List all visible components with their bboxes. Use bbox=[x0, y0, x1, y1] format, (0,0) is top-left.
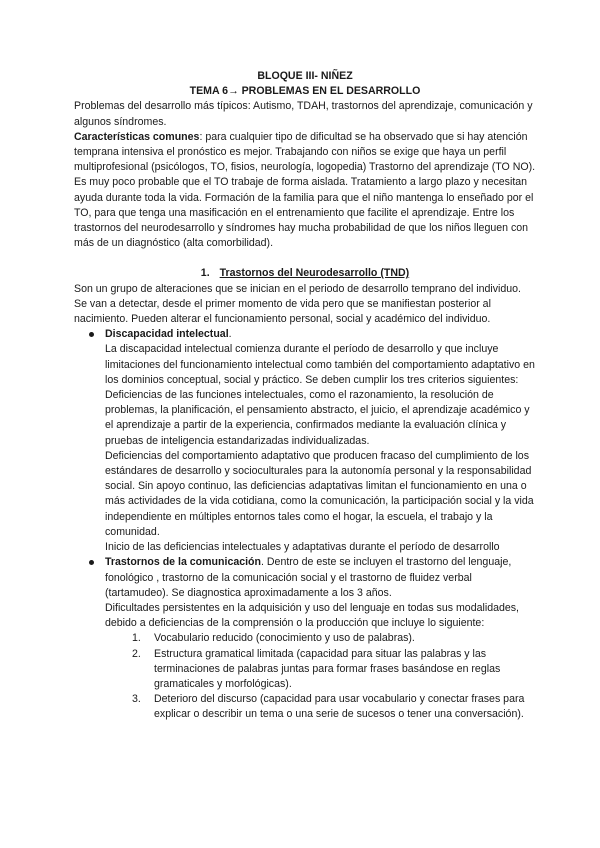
section-number: 1. bbox=[200, 267, 210, 280]
list-item-intellectual-disability bbox=[74, 327, 536, 555]
block-heading: BLOQUE III- NIÑEZ bbox=[257, 70, 353, 82]
bullet-paragraph: La discapacidad intelectual comienza durante el período de desarrollo y que incluye limitaciones del funcionamiento intelectual como también del comportamiento adaptativo en los dominios conceptual, social y práctico. Se deben cumplir los tres criterios siguientes: bbox=[105, 343, 535, 386]
bullet-title-end: . bbox=[228, 328, 232, 341]
bullet-title: Discapacidad intelectual bbox=[105, 328, 229, 341]
numbered-item bbox=[105, 692, 536, 722]
disorder-list bbox=[74, 327, 536, 722]
item-text: Estructura gramatical limitada (capacidad para situar las palabras y las terminaciones de palabras juntas para formar frases basándose en reglas gramaticales y morfológicas). bbox=[154, 647, 501, 690]
bullet-icon bbox=[89, 332, 94, 337]
section-title: Trastornos del Neurodesarrollo (TND) bbox=[219, 267, 410, 280]
numbered-item bbox=[105, 647, 536, 693]
page-content bbox=[74, 69, 536, 723]
section-paragraph-2: Se van a detectar, desde el primer momento de vida pero que se manifiestan posterior al nacimiento. Pueden alterar el funcionamiento personal, social y académico del individuo. bbox=[74, 297, 491, 326]
common-characteristics-label: Características comunes bbox=[74, 130, 200, 143]
item-text: Vocabulario reducido (conocimiento y uso de palabras). bbox=[154, 632, 415, 645]
common-characteristics-paragraph bbox=[74, 130, 536, 252]
section-paragraph-1: Son un grupo de alteraciones que se inician en el periodo de desarrollo temprano del individuo. bbox=[74, 282, 522, 295]
intro-paragraph: Problemas del desarrollo más típicos: Autismo, TDAH, trastornos del aprendizaje, comunicación y algunos síndromes. bbox=[74, 100, 533, 128]
common-characteristics-text: : para cualquier tipo de dificultad se ha observado que si hay atención temprana intensiva el pronóstico es mejor. Trabajando con niños se exige que haya un perfil multiprofesional (psicólogos, TO, fisios, neurología, logopedia) Trastorno del aprendizaje (TO NO). Es muy poco probable que el TO trabaje de forma aislada. Tratamiento a largo plazo y necesitan ayuda durante toda la vida. Formación de la familia para que el niño mantenga lo enseñado por el TO, para que tenga una masificación en el entrenamiento que facilite el aprendizaje. Entre los trastornos del neurodesarrollo y síndromes hay mucha probabilidad de que los niños lleguen con más de un diagnóstico (alta comorbilidad). bbox=[74, 130, 536, 250]
bullet-text: . Dentro de este se incluyen el trastorno del lenguaje, fonológico , trastorno de la comunicación social y el trastorno de fluidez verbal (tartamudeo). Se diagnostica aproximadamente a los 3 años. bbox=[105, 556, 512, 599]
item-number: 1. bbox=[132, 632, 141, 645]
item-number: 3. bbox=[132, 693, 141, 706]
topic-heading: TEMA 6→ PROBLEMAS EN EL DESARROLLO bbox=[189, 85, 421, 98]
item-number: 2. bbox=[132, 647, 141, 660]
bullet-paragraph: Dificultades persistentes en la adquisición y uso del lenguaje en todas sus modalidades, debido a deficiencias de la comprensión o la producción que incluye lo siguiente: bbox=[105, 601, 519, 630]
item-text: Deterioro del discurso (capacidad para usar vocabulario y conectar frases para explicar o describir un tema o una serie de sucesos o tener una conversación). bbox=[154, 693, 525, 721]
bullet-title: Trastornos de la comunicación bbox=[105, 556, 262, 569]
section-heading bbox=[74, 266, 536, 281]
list-item-communication-disorders bbox=[74, 555, 536, 722]
numbered-list bbox=[105, 631, 536, 722]
bullet-paragraph: Deficiencias de las funciones intelectuales, como el razonamiento, la resolución de problemas, la planificación, el pensamiento abstracto, el juicio, el aprendizaje académico y el aprendizaje a partir de la experiencia, confirmados mediante la evaluación clínica y pruebas de inteligencia estandarizadas individualizadas. bbox=[105, 389, 530, 447]
numbered-item bbox=[105, 631, 536, 646]
bullet-paragraph: Inicio de las deficiencias intelectuales y adaptativas durante el período de desarrollo bbox=[105, 541, 500, 554]
bullet-icon bbox=[89, 560, 94, 565]
bullet-paragraph: Deficiencias del comportamiento adaptativo que producen fracaso del cumplimiento de los estándares de desarrollo y socioculturales para la autonomía personal y la responsabilidad social. Sin apoyo continuo, las deficiencias adaptativas limitan el funcionamiento en una o más actividades de la vida cotidiana, como la comunicación, la participación social y la vida independiente en múltiples entornos tales como el hogar, la escuela, el trabajo y la comunidad. bbox=[105, 449, 534, 538]
